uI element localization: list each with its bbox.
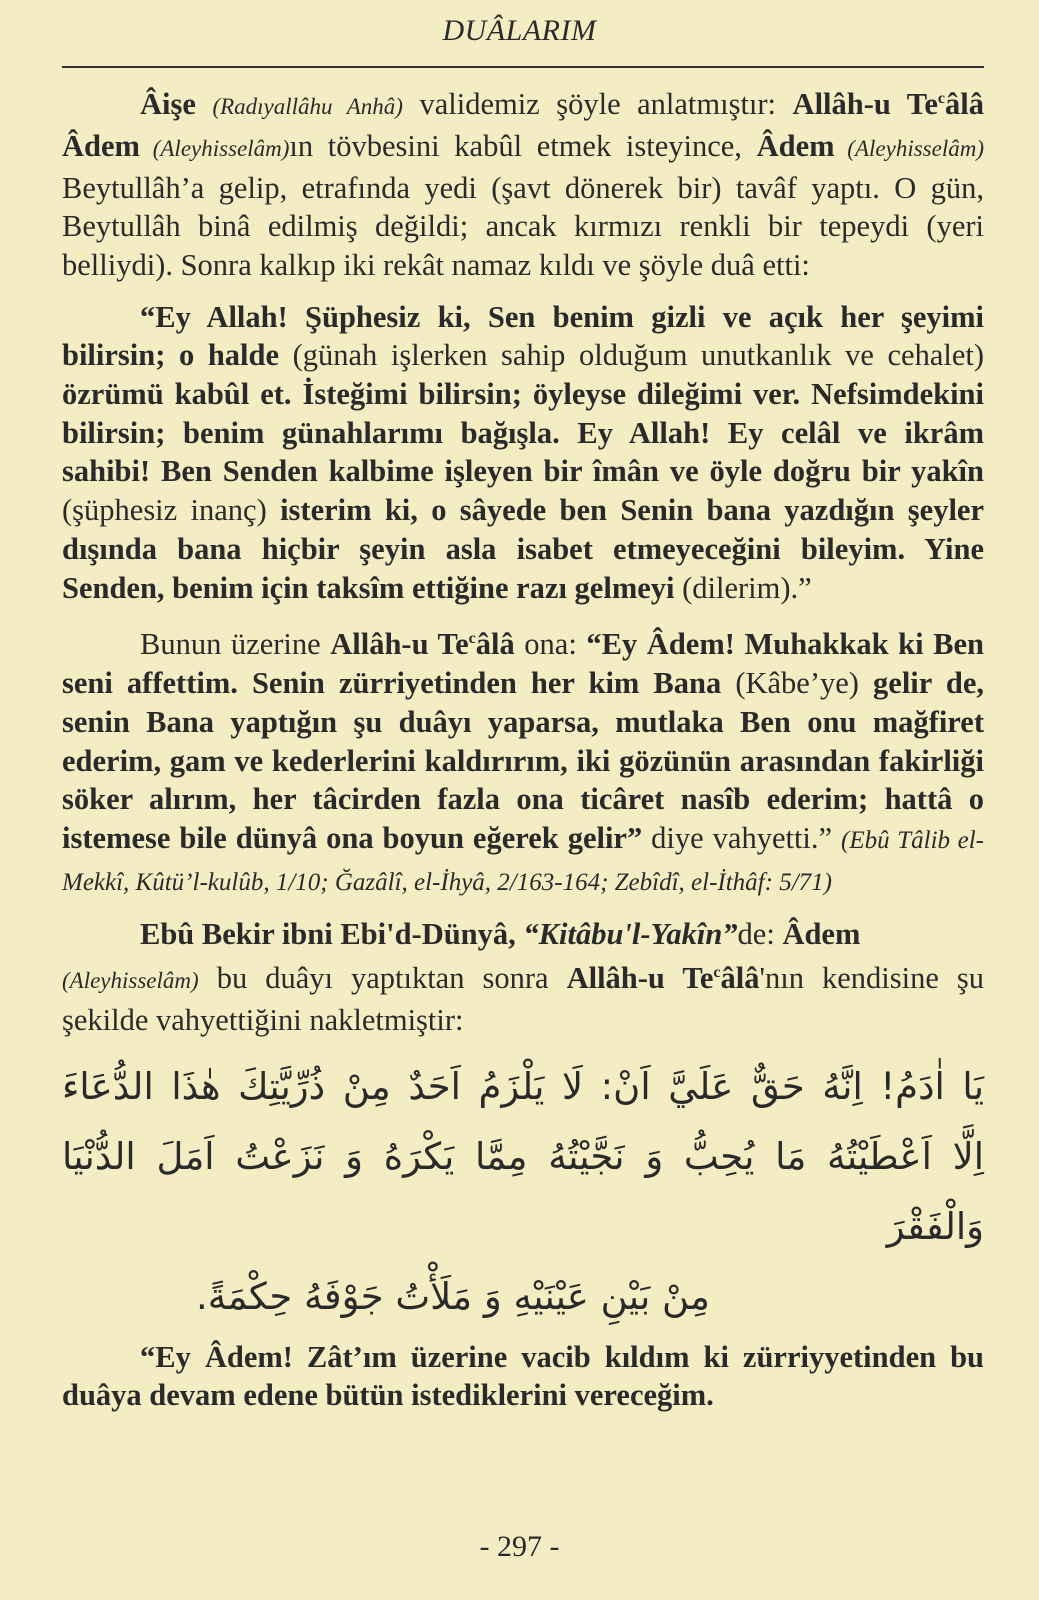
honorific: (Aleyhisselâm) — [834, 135, 984, 161]
text-run: ona: — [514, 627, 587, 662]
text-run: 'nın kendisine şu şekilde vahyettiğini nakletmiştir: — [62, 961, 984, 1037]
name-allah — [567, 961, 760, 995]
prayer-text: özrümü kabûl et. İsteğimi bilirsin; öyleyse dileğimi ver. Nefsimdekini bilirsin; benim günahlarımı bağışla. Ey Allah! Ey celâl ve ikrâm sahibi! Ben Senden kalbime işleyen bir îmân ve öyle doğru bir yakîn — [62, 377, 984, 489]
text-run: ın tövbesini kabûl etmek isteyince, — [289, 128, 757, 163]
text-run: bu duâyı yaptıktan sonra — [198, 961, 567, 996]
arabic-line: يَا اٰدَمُ! اِنَّهُ حَقٌّ عَلَيَّ اَنْ: لَا يَلْزَمُ اَحَدٌ مِنْ ذُرِّيَّتِكَ هٰذَا الدُّعَاءَ — [62, 1064, 984, 1108]
text-run: âlâ — [475, 627, 515, 662]
paragraph-aise-narration — [62, 80, 984, 285]
name-allah — [330, 627, 515, 661]
source-citation: (Ebû Tâlib el-Mekkî, Kûtü’l-kulûb, 1/10; Ğazâlî, el-İhyâ, 2/163-164; Zebîdî, el-İthâf: 5/71) — [62, 826, 984, 896]
text-run: (Kâbe’ye) — [721, 666, 874, 701]
text-run: âlâ Âdem — [62, 87, 984, 163]
paragraph-divine-reply — [62, 620, 984, 902]
text-run: Allâh-u Te — [792, 87, 938, 122]
text-run: Beytullâh’a gelip, etrafında yedi (şavt dönerek bir) tavâf yaptı. O gün, Beytullâh binâ edilmiş değildi; ancak kırmızı renkli bir tepeydi (yeri belliydi). Sonra kalkıp iki rekât namaz kıldı ve şöyle duâ etti: — [62, 170, 984, 282]
text-run: (dilerim).” — [674, 570, 812, 605]
divine-speech: “Ey Âdem! Zât’ım üzerine vacib kıldım ki zürriyyetinden bu duâya devam edene bütün istediklerini vereceğim. — [62, 1339, 984, 1413]
text-run: de: — [737, 917, 783, 952]
ayn-mark: c — [713, 964, 721, 982]
text-run: âlâ — [720, 961, 760, 996]
divine-speech: “Ey Âdem! Muhakkak ki Ben seni affettim. Senin zürriyetinden her kim Bana — [62, 627, 984, 701]
name-adem: Âdem — [782, 917, 861, 952]
text-run: validemiz şöyle anlatmıştır: — [402, 87, 793, 122]
prayer-text: isterim ki, o sâyede ben Senin bana yazdığın şeyler dışında bana hiçbir şeyin asla isabet etmeyeceğini bileyim. Yine Senden, benim için taksîm ettiğine razı gelmeyi — [62, 493, 985, 605]
name-adem: Âdem — [756, 128, 835, 163]
honorific: (Radıyallâhu Anhâ) — [212, 94, 403, 120]
text-run: (şüphesiz inanç) — [62, 493, 281, 528]
name-aise: Âişe — [140, 87, 196, 122]
paragraph-ebu-bekir — [62, 915, 984, 1039]
arabic-prayer — [62, 1052, 984, 1332]
ayn-mark: c — [468, 630, 476, 648]
honorific: (Aleyhisselâm) — [62, 968, 199, 994]
text-run: Bunun üzerine — [140, 627, 331, 662]
prayer-text: “Ey Allah! Şüphesiz ki, Sen benim gizli ve açık her şeyimi bilirsin; o halde — [62, 299, 984, 373]
divine-speech: gelir de, senin Bana yaptığın şu duâyı yaparsa, mutlaka Ben onu mağfiret ederim, gam ve kederlerini kaldırırım, iki gözünün arasından fakirliği söker alırım, her tâcirden fazla ona ticâret nasîb ederim; hattâ o istemese bile dünyâ ona boyun eğerek gelir” — [62, 666, 984, 855]
ayn-mark: c — [937, 90, 946, 107]
text-run: (günah işlerken sahip olduğum unutkanlık ve cehalet) — [279, 338, 984, 373]
text-run: diye vahyetti.” — [642, 820, 842, 855]
paragraph-adem-prayer — [62, 298, 984, 608]
paragraph-closing-promise — [62, 1338, 984, 1415]
honorific: (Aleyhisselâm) — [139, 135, 290, 161]
name-ebu-bekir: Ebû Bekir ibni Ebi'd-Dünyâ, — [140, 917, 524, 952]
page-number: - 297 - — [479, 1530, 560, 1563]
header-rule — [62, 66, 984, 68]
text-run: Allâh-u Te — [330, 627, 469, 662]
arabic-line: اِلَّا اَعْطَيْتُهُ مَا يُحِبُّ وَ نَجَّيْتُهُ مِمَّا يَكْرَهُ وَ نَزَعْتُ اَمَلَ الدُّنْيَا وَالْفَقْرَ — [62, 1134, 984, 1248]
running-header: DUÂLARIM — [442, 14, 597, 47]
text-run: Allâh-u Te — [566, 961, 714, 996]
page-body — [62, 80, 984, 1415]
book-title: “Kitâbu'l-Yakîn” — [523, 917, 738, 952]
arabic-line: مِنْ بَيْنِ عَيْنَيْهِ وَ مَلَأْتُ جَوْفَهُ حِكْمَةً. — [196, 1274, 710, 1318]
